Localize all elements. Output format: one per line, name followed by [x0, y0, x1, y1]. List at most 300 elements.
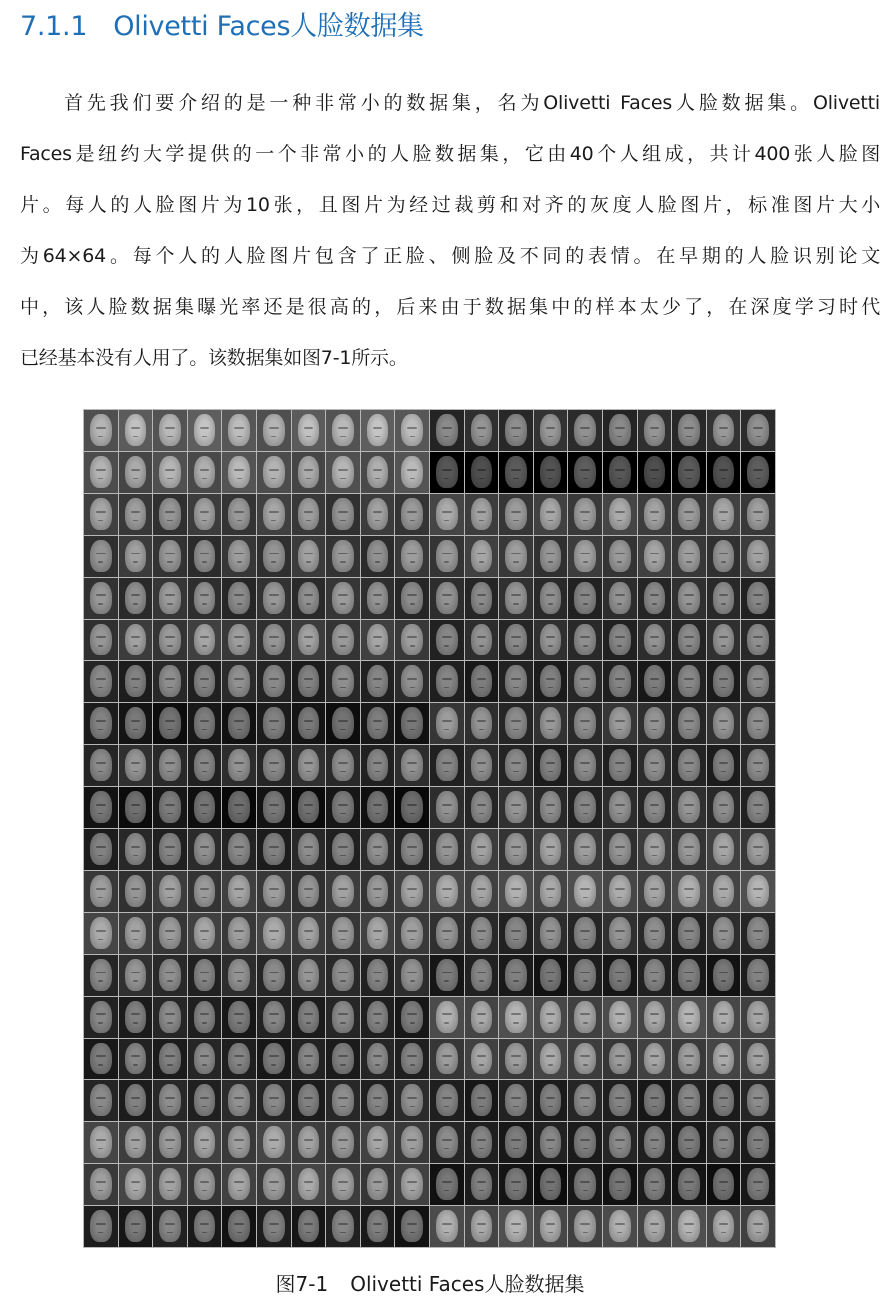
face-image: [257, 997, 291, 1038]
face-image: [119, 578, 153, 619]
face-image: [568, 787, 602, 828]
face-image: [326, 452, 360, 493]
face-image: [638, 620, 672, 661]
face-image: [603, 494, 637, 535]
face-image: [465, 1122, 499, 1163]
face-image: [707, 787, 741, 828]
face-image: [465, 620, 499, 661]
face-image: [568, 661, 602, 702]
face-image: [361, 703, 395, 744]
face-image: [603, 452, 637, 493]
face-image: [361, 494, 395, 535]
face-image: [499, 913, 533, 954]
face-image: [153, 913, 187, 954]
face-image: [188, 1122, 222, 1163]
face-image: [84, 452, 118, 493]
face-image: [84, 1206, 118, 1247]
face-image: [257, 620, 291, 661]
face-image: [292, 871, 326, 912]
face-image: [568, 1080, 602, 1121]
face-image: [395, 703, 429, 744]
face-image: [257, 1122, 291, 1163]
face-image: [707, 578, 741, 619]
face-image: [638, 1039, 672, 1080]
face-image: [741, 997, 775, 1038]
face-image: [672, 787, 706, 828]
face-image: [499, 1164, 533, 1205]
face-image: [638, 745, 672, 786]
face-image: [430, 829, 464, 870]
figure-caption: [0, 1268, 860, 1297]
face-image: [638, 871, 672, 912]
face-image: [741, 661, 775, 702]
face-image: [603, 745, 637, 786]
face-image: [153, 620, 187, 661]
face-image: [741, 787, 775, 828]
face-image: [395, 955, 429, 996]
face-image: [292, 452, 326, 493]
face-image: [84, 955, 118, 996]
face-image: [326, 787, 360, 828]
face-image: [638, 410, 672, 451]
face-image: [326, 871, 360, 912]
face-image: [568, 745, 602, 786]
face-image: [465, 829, 499, 870]
face-image: [672, 494, 706, 535]
face-image: [188, 1039, 222, 1080]
face-image: [326, 410, 360, 451]
face-image: [222, 410, 256, 451]
face-image: [292, 1164, 326, 1205]
face-image: [465, 536, 499, 577]
face-image: [499, 536, 533, 577]
face-image: [707, 829, 741, 870]
face-image: [430, 703, 464, 744]
face-image: [603, 1164, 637, 1205]
face-image: [257, 1206, 291, 1247]
face-image: [603, 997, 637, 1038]
face-image: [430, 620, 464, 661]
face-image: [395, 829, 429, 870]
face-image: [707, 871, 741, 912]
face-image: [153, 536, 187, 577]
face-image: [188, 661, 222, 702]
face-image: [499, 955, 533, 996]
face-image: [499, 410, 533, 451]
face-image: [534, 661, 568, 702]
face-image: [534, 871, 568, 912]
face-image: [257, 829, 291, 870]
face-image: [741, 1164, 775, 1205]
face-image: [499, 703, 533, 744]
face-image: [292, 1039, 326, 1080]
face-image: [119, 703, 153, 744]
face-image: [361, 871, 395, 912]
face-image: [257, 871, 291, 912]
face-image: [499, 1080, 533, 1121]
face-image: [361, 620, 395, 661]
face-image: [465, 913, 499, 954]
face-image: [534, 1122, 568, 1163]
face-image: [499, 1122, 533, 1163]
face-image: [257, 1164, 291, 1205]
face-image: [292, 913, 326, 954]
face-image: [188, 955, 222, 996]
face-image: [638, 787, 672, 828]
face-image: [84, 871, 118, 912]
face-image: [222, 620, 256, 661]
face-image: [326, 1080, 360, 1121]
face-image: [153, 494, 187, 535]
face-image: [222, 494, 256, 535]
face-image: [395, 1122, 429, 1163]
face-image: [568, 1206, 602, 1247]
face-image: [153, 410, 187, 451]
face-image: [292, 578, 326, 619]
face-image: [603, 578, 637, 619]
face-image: [119, 620, 153, 661]
face-image: [430, 745, 464, 786]
face-image: [603, 913, 637, 954]
face-image: [638, 452, 672, 493]
face-image: [222, 703, 256, 744]
face-image: [222, 829, 256, 870]
face-image: [707, 745, 741, 786]
face-image: [326, 829, 360, 870]
face-image: [672, 410, 706, 451]
face-image: [638, 1122, 672, 1163]
face-image: [257, 703, 291, 744]
face-image: [292, 494, 326, 535]
face-image: [153, 787, 187, 828]
face-image: [395, 1039, 429, 1080]
face-image: [292, 410, 326, 451]
face-image: [257, 452, 291, 493]
face-image: [499, 661, 533, 702]
face-image: [603, 703, 637, 744]
olivetti-faces-image-grid: [83, 409, 776, 1248]
face-image: [395, 913, 429, 954]
face-image: [534, 787, 568, 828]
face-image: [568, 452, 602, 493]
face-image: [188, 1080, 222, 1121]
face-image: [672, 913, 706, 954]
face-image: [534, 829, 568, 870]
face-image: [603, 871, 637, 912]
face-image: [672, 578, 706, 619]
face-image: [499, 620, 533, 661]
face-image: [119, 787, 153, 828]
face-image: [534, 452, 568, 493]
face-image: [603, 1080, 637, 1121]
face-image: [153, 997, 187, 1038]
face-image: [741, 494, 775, 535]
face-image: [292, 745, 326, 786]
face-image: [361, 1080, 395, 1121]
face-image: [741, 745, 775, 786]
face-image: [153, 578, 187, 619]
face-image: [707, 1080, 741, 1121]
face-image: [222, 871, 256, 912]
face-image: [638, 829, 672, 870]
face-image: [395, 536, 429, 577]
face-image: [534, 913, 568, 954]
face-image: [119, 1122, 153, 1163]
face-image: [707, 997, 741, 1038]
face-image: [153, 703, 187, 744]
face-image: [672, 1164, 706, 1205]
face-image: [188, 452, 222, 493]
face-image: [430, 955, 464, 996]
face-image: [119, 829, 153, 870]
face-image: [188, 620, 222, 661]
face-image: [84, 745, 118, 786]
face-image: [84, 703, 118, 744]
face-image: [672, 1206, 706, 1247]
face-image: [395, 661, 429, 702]
face-image: [741, 536, 775, 577]
face-image: [222, 1080, 256, 1121]
face-image: [534, 410, 568, 451]
face-image: [465, 745, 499, 786]
face-image: [672, 536, 706, 577]
face-image: [326, 955, 360, 996]
face-image: [326, 703, 360, 744]
face-image: [119, 410, 153, 451]
face-image: [603, 536, 637, 577]
face-image: [638, 494, 672, 535]
face-image: [326, 1206, 360, 1247]
face-image: [119, 1080, 153, 1121]
face-image: [707, 1164, 741, 1205]
face-image: [568, 997, 602, 1038]
face-image: [222, 661, 256, 702]
face-image: [119, 494, 153, 535]
face-image: [430, 410, 464, 451]
face-image: [361, 1164, 395, 1205]
face-image: [707, 703, 741, 744]
face-image: [84, 494, 118, 535]
face-image: [603, 1039, 637, 1080]
face-image: [568, 494, 602, 535]
face-image: [672, 1080, 706, 1121]
face-image: [222, 997, 256, 1038]
face-image: [741, 1080, 775, 1121]
face-image: [568, 703, 602, 744]
face-image: [188, 997, 222, 1038]
face-image: [326, 913, 360, 954]
face-image: [707, 410, 741, 451]
face-image: [741, 703, 775, 744]
face-image: [465, 1164, 499, 1205]
face-image: [292, 620, 326, 661]
figure-number: 图7-1: [275, 1272, 329, 1296]
face-image: [153, 1039, 187, 1080]
face-image: [672, 452, 706, 493]
face-image: [499, 1206, 533, 1247]
face-image: [153, 1206, 187, 1247]
face-image: [222, 787, 256, 828]
face-image: [499, 829, 533, 870]
face-image: [222, 1164, 256, 1205]
face-image: [499, 871, 533, 912]
face-image: [499, 1039, 533, 1080]
face-image: [741, 578, 775, 619]
face-image: [638, 913, 672, 954]
face-image: [257, 913, 291, 954]
face-image: [672, 661, 706, 702]
face-image: [395, 494, 429, 535]
face-image: [638, 578, 672, 619]
face-image: [638, 997, 672, 1038]
face-image: [499, 494, 533, 535]
face-image: [188, 410, 222, 451]
face-image: [84, 997, 118, 1038]
face-image: [84, 913, 118, 954]
face-image: [603, 829, 637, 870]
face-image: [534, 1080, 568, 1121]
face-image: [395, 1164, 429, 1205]
face-image: [395, 1206, 429, 1247]
face-image: [153, 1080, 187, 1121]
face-image: [707, 1039, 741, 1080]
paragraph-line: Faces是纽约大学提供的一个非常小的人脸数据集，它由40个人组成，共计400张人脸图: [20, 143, 880, 165]
face-image: [638, 703, 672, 744]
face-image: [326, 578, 360, 619]
face-image: [84, 410, 118, 451]
face-image: [361, 745, 395, 786]
figure-title: Olivetti Faces人脸数据集: [350, 1272, 585, 1296]
face-image: [292, 661, 326, 702]
face-image: [84, 1122, 118, 1163]
face-image: [603, 1206, 637, 1247]
face-image: [119, 1164, 153, 1205]
face-image: [119, 1039, 153, 1080]
face-image: [603, 410, 637, 451]
face-image: [741, 1122, 775, 1163]
face-image: [465, 494, 499, 535]
face-image: [84, 829, 118, 870]
face-image: [326, 1039, 360, 1080]
face-image: [188, 829, 222, 870]
face-image: [361, 536, 395, 577]
face-image: [395, 787, 429, 828]
face-image: [568, 913, 602, 954]
face-image: [395, 745, 429, 786]
face-image: [257, 536, 291, 577]
face-image: [534, 494, 568, 535]
face-image: [430, 871, 464, 912]
face-image: [568, 1122, 602, 1163]
face-image: [361, 1206, 395, 1247]
face-image: [395, 871, 429, 912]
face-image: [672, 745, 706, 786]
face-image: [257, 1039, 291, 1080]
face-image: [430, 1122, 464, 1163]
face-image: [84, 620, 118, 661]
face-image: [534, 620, 568, 661]
face-image: [119, 661, 153, 702]
face-image: [707, 494, 741, 535]
face-image: [741, 955, 775, 996]
face-image: [292, 955, 326, 996]
face-image: [499, 787, 533, 828]
face-image: [326, 1164, 360, 1205]
face-image: [741, 410, 775, 451]
face-image: [395, 410, 429, 451]
face-image: [465, 452, 499, 493]
face-image: [292, 1206, 326, 1247]
face-image: [395, 452, 429, 493]
face-image: [465, 955, 499, 996]
face-image: [568, 871, 602, 912]
face-image: [741, 620, 775, 661]
face-image: [153, 871, 187, 912]
face-image: [361, 1039, 395, 1080]
face-image: [222, 578, 256, 619]
face-image: [257, 578, 291, 619]
face-image: [395, 620, 429, 661]
face-image: [361, 913, 395, 954]
face-image: [395, 578, 429, 619]
face-image: [672, 829, 706, 870]
face-image: [465, 703, 499, 744]
face-image: [292, 1080, 326, 1121]
face-image: [361, 661, 395, 702]
paragraph-line: 已经基本没有人用了。该数据集如图7-1所示。: [20, 347, 408, 369]
face-image: [430, 494, 464, 535]
face-image: [153, 829, 187, 870]
face-image: [465, 1080, 499, 1121]
face-image: [361, 410, 395, 451]
face-image: [534, 1039, 568, 1080]
face-image: [84, 1164, 118, 1205]
face-image: [188, 745, 222, 786]
face-image: [568, 1039, 602, 1080]
face-image: [430, 787, 464, 828]
face-image: [188, 1164, 222, 1205]
face-image: [672, 620, 706, 661]
face-image: [395, 997, 429, 1038]
face-image: [119, 913, 153, 954]
face-image: [222, 955, 256, 996]
section-number: 7.1.1: [20, 11, 88, 42]
face-image: [568, 829, 602, 870]
face-image: [672, 1039, 706, 1080]
body-paragraph: [20, 78, 880, 384]
face-image: [84, 1039, 118, 1080]
face-image: [430, 536, 464, 577]
face-image: [153, 452, 187, 493]
face-image: [534, 1164, 568, 1205]
face-image: [499, 997, 533, 1038]
face-image: [465, 410, 499, 451]
face-image: [292, 1122, 326, 1163]
face-image: [326, 997, 360, 1038]
face-image: [534, 745, 568, 786]
face-image: [430, 1080, 464, 1121]
face-image: [430, 661, 464, 702]
face-image: [499, 578, 533, 619]
face-image: [361, 787, 395, 828]
face-image: [188, 494, 222, 535]
face-image: [153, 745, 187, 786]
face-image: [430, 578, 464, 619]
face-image: [707, 1206, 741, 1247]
face-image: [741, 829, 775, 870]
face-image: [603, 661, 637, 702]
face-image: [499, 745, 533, 786]
